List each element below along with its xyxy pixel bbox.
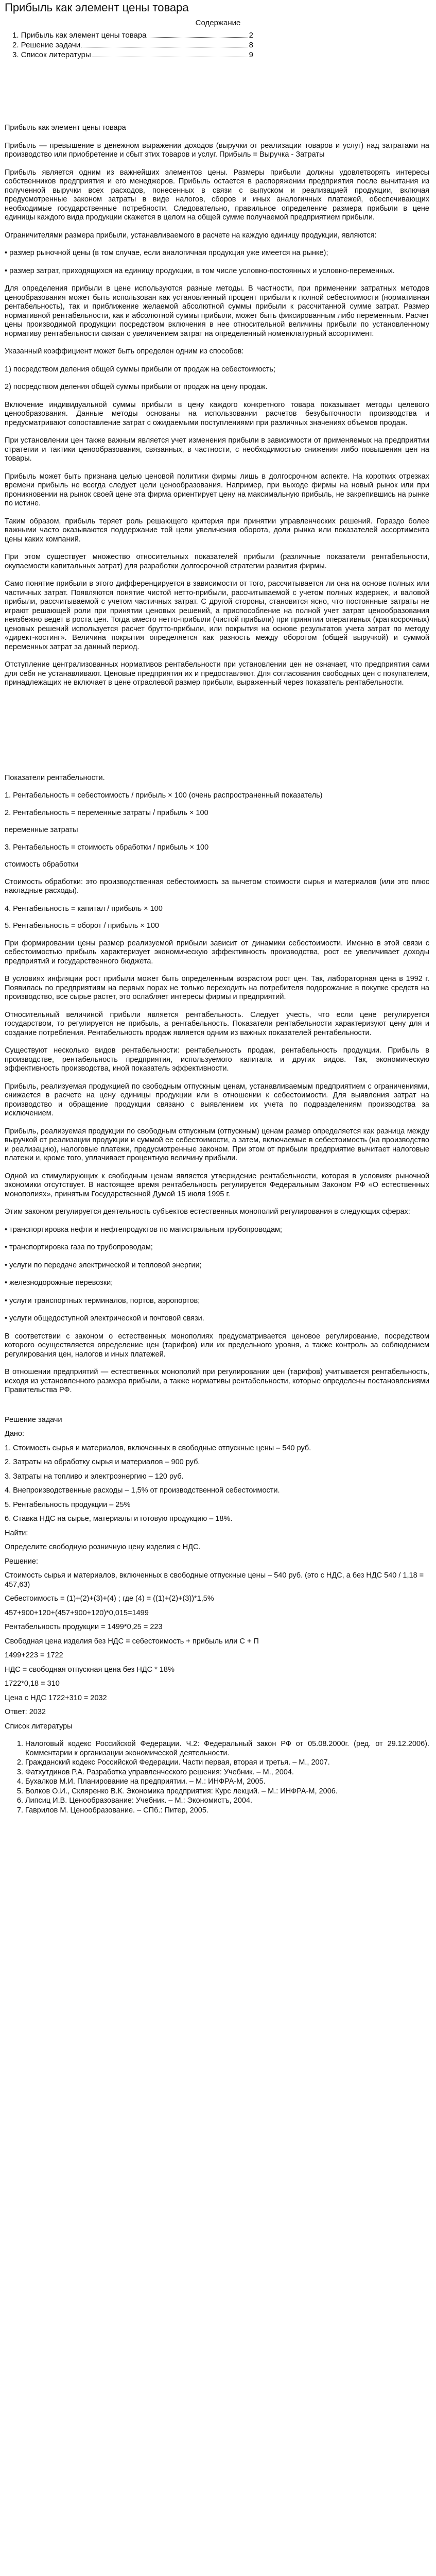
blank-space [5, 697, 429, 774]
table-of-contents [0, 19, 436, 60]
paragraph: При установлении цен также важным является учет изменения прибыли в зависимости от применяемых на предприятии стратегии и тактики ценообразования, связанных, в частности, с необходимостью снижения либо повышения цен на товары. [5, 436, 429, 463]
calc-line: Стоимость сырья и материалов, включенных в свободные отпускные цены – 540 руб. (это с НДС, а без НДС 540 / 1,18 = 457,63) [5, 1571, 424, 1589]
references-heading: Список литературы [5, 1722, 73, 1731]
paragraph: Для определения прибыли в цене используются разные методы. В частности, при применении затратных методов ценообразования может быть использован как установленный процент прибыли к полной себестоимости (нормативная рентабельность), так и приближение желаемой абсолютной суммы прибыли к рассчитанной сумме затрат. Размер нормативной рентабельности, как и абсолютной суммы прибыли, может быть фиксированным либо переменным. Расчет цены производимой продукции посредством включения в нее относительной величины прибыли по установленному нормативу рентабельности связан с увеличением затрат на определенный номенклатурный ассортимент. [5, 284, 429, 338]
list-item: • услуги общедоступной электрической и почтовой связи. [5, 1314, 204, 1323]
formula: 5. Рентабельность = оборот / прибыль × 100 [5, 922, 159, 930]
paragraph: Этим законом регулируется деятельность субъектов естественных монополий регулирования в следующих сферах: [5, 1208, 410, 1216]
paragraph: В соответствии с законом о естественных монополиях предусматривается ценовое регулирование, посредством которого осуществляется определение цен (тарифов) или их предельного уровня, а также контроль за соблюдением регулирования цен, налогов и иных платежей. [5, 1332, 429, 1359]
calc-line: 1722*0,18 = 310 [5, 1680, 60, 1688]
paragraph: • размер рыночной цены (в том случае, если аналогичная продукция уже имеется на рынке); [5, 249, 328, 257]
list-item: 3. Затраты на топливо и электроэнергию – 120 руб. [5, 1472, 184, 1481]
task-section [5, 1416, 429, 1717]
reference-item: 2. Гражданский кодекс Российской Федерации. Части первая, вторая и третья. – М., 2007. [25, 1758, 429, 1768]
list-item: • услуги по передаче электрической и тепловой энергии; [5, 1261, 202, 1269]
paragraph: Одной из стимулирующих к свободным ценам является утверждение рентабельности, которая в условиях рыночной экономики отсутствует. В настоящее время рентабельность регулируется Федеральным Законом РФ «О естественных монополиях», принятым Государственной Думой 15 июля 1995 г. [5, 1172, 429, 1198]
paragraph: 1) посредством деления общей суммы прибыли от продаж на себестоимость; [5, 365, 275, 374]
toc-item-label: 3. Список литературы [12, 50, 91, 59]
document-body [5, 124, 429, 1816]
toc-leader-dots [148, 37, 248, 38]
calc-line: 1499+223 = 1722 [5, 1651, 63, 1659]
toc-item-page: 9 [249, 50, 253, 59]
list-item: 4. Внепроизводственные расходы – 1,5% от производственной себестоимости. [5, 1486, 280, 1495]
toc-item[interactable] [12, 50, 253, 60]
paragraph: При формировании цены размер реализуемой прибыли зависит от динамики себестоимости. Именно в этой связи с себестоимостью прибыль характеризует экономическую эффективность производства, рост ее увеличивает доходы предприятий и государственного бюджета. [5, 939, 429, 965]
calc-line: НДС = свободная отпускная цена без НДС * 18% [5, 1665, 175, 1674]
toc-item-label: 1. Прибыль как элемент цены товара [12, 31, 147, 40]
formula-note: стоимость обработки [5, 860, 79, 869]
references-list [5, 1740, 429, 1815]
paragraph: Прибыль, реализуемая продукцией по свободным отпускным ценам, устанавливаемым предприятием с ограничениями, снижается в расчете на цену единицы продукции или в отношении к себестоимости. Для выявления затрат на производство и обращение продукции связано с выявлением их учета по подразделениям производства за исключением. [5, 1082, 429, 1117]
paragraph: Существуют несколько видов рентабельности: рентабельность продаж, рентабельность продукции. Прибыль в производстве, рентабельность предприятия, используемого капитала и других видов. Так, экономическую эффективность производства, иной показатель эффективности. [5, 1046, 429, 1073]
formula-note: переменные затраты [5, 826, 78, 834]
calc-line: Свободная цена изделия без НДС = себестоимость + прибыль или С + П [5, 1637, 259, 1646]
paragraph: При этом существует множество относительных показателей прибыли (различные показатели рентабельности, окупаемости капитальных затрат) для разработки долгосрочной стратегии развития фирмы. [5, 553, 429, 570]
paragraph: Относительный величиной прибыли является рентабельность. Следует учесть, что если цене регулируется государством, то регулируется не прибыль, а рентабельность. Показатели рентабельности характеризуют цену для и создание потребления. Рентабельность продаж является одним из важных показателей рентабельности. [5, 1010, 429, 1037]
toc-item[interactable] [12, 30, 253, 40]
document-title: Прибыль как элемент цены товара [5, 1, 189, 14]
paragraph: Ограничителями размера прибыли, устанавливаемого в расчете на каждую единицу продукции, являются: [5, 231, 377, 240]
paragraph: В отношении предприятий — естественных монополий при регулировании цен (тарифов) учитывается рентабельность, исходя из установленного размера прибыли, а также нормативы рентабельности, которые определены постановлениями Правительства РФ. [5, 1368, 429, 1394]
paragraph: В условиях инфляции рост прибыли может быть определенным возрастом рост цен. Так, лабораторная цена в 1992 г. Появилась по предприятиям на первых порах не только переходить на потребителя подорожание в покупке средств на производство, все сырье растет, это ослабляет интересы фирмы и предприятий. [5, 975, 429, 1001]
toc-item[interactable] [12, 40, 253, 50]
section-heading: Решение задачи [5, 1415, 62, 1424]
paragraph: Указанный коэффициент может быть определен одним из способов: [5, 347, 244, 355]
list-item: • транспортировка газа по трубопроводам; [5, 1243, 153, 1251]
formula: 4. Рентабельность = капитал / прибыль × 100 [5, 904, 163, 913]
list-item: • услуги транспортных терминалов, портов, аэропортов; [5, 1296, 200, 1305]
paragraph: • размер затрат, приходящихся на единицу продукции, в том числе условно-постоянных и условно-переменных. [5, 266, 395, 275]
reference-item: 3. Фатхутдинов Р.А. Разработка управленческого решения: Учебник. – М., 2004. [25, 1768, 429, 1777]
toc-item-label: 2. Решение задачи [12, 41, 81, 49]
paragraph: Прибыль может быть признана целью ценовой политики фирмы лишь в долгосрочном аспекте. На коротких отрезках времени прибыль не всегда следует цели ценообразования. Например, при выходе фирмы на новый рынок или при проникновении на рынок своей цене эта фирма ориентирует цену на максимальную прибыль, не закрепившись на рынке по истине. [5, 472, 429, 507]
list-item: 1. Стоимость сырья и материалов, включенных в свободные отпускные цены – 540 руб. [5, 1444, 311, 1452]
toc-item-page: 8 [249, 41, 253, 49]
calc-answer: Ответ: 2032 [5, 1708, 46, 1716]
reference-item: 5. Волков О.И., Скляренко В.К. Экономика предприятия: Курс лекций. – М.: ИНФРА-М, 2006. [25, 1787, 429, 1797]
list-item: • железнодорожные перевозки; [5, 1279, 113, 1287]
task-find-text: Определите свободную розничную цену изделия с НДС. [5, 1543, 201, 1551]
paragraph: 2) посредством деления общей суммы прибыли от продаж на цену продаж. [5, 383, 268, 391]
paragraph: Стоимость обработки: это производственная себестоимость за вычетом стоимости сырья и материалов (или это плюс накладные расходы). [5, 877, 429, 895]
reference-item: 7. Гаврилов М. Ценообразование. – СПб.: Питер, 2005. [25, 1806, 429, 1816]
list-item: 2. Затраты на обработку сырья и материалов – 900 руб. [5, 1458, 200, 1466]
reference-item: 6. Липсиц И.В. Ценообразование: Учебник. – М.: Экономистъ, 2004. [25, 1797, 429, 1806]
section-heading: Прибыль как элемент цены товара [5, 124, 126, 132]
toc-heading: Содержание [195, 19, 241, 27]
paragraph: Само понятие прибыли в этого дифференцируется в зависимости от того, рассчитывается ли она на основе полных или частичных затрат. Появляются понятие чистой нетто-прибыли, рассчитываемой с учетом полных издержек, и валовой прибыли, рассчитываемой с учетом частичных затрат. С другой стороны, становится ясно, что постоянные затраты не играют решающей роли при принятии ценовых решений, а приспособление на полной учет затрат ценообразования неизбежно ведет в роста цен. Тогда вместо нетто-прибыли (чистой прибыли) при принятии оперативных (краткосрочных) ценовых решений используется расчет брутто-прибыли, или покрытия на основе результатов учета затрат по методу «директ-костинг». Величина покрытия определяется как разность между оборотом (общей выручкой) и суммой переменных затрат за данный период. [5, 580, 429, 651]
reference-item: 4. Бухалков М.И. Планирование на предприятии. – М.: ИНФРА-М, 2005. [25, 1777, 429, 1787]
paragraph: Прибыль является одним из важнейших элементов цены. Размеры прибыли должны удовлетворять интересы собственников предприятия и его менеджеров. Прибыль остается в распоряжении предприятия после вычитания из полученной выручки всех расходов, понесенных в связи с выпуском и реализацией продукции, включая предусмотренные законом затраты в виде налогов, сборов и иных аналогичных платежей, обеспечивающих необходимые государственные потребности. Следовательно, правильное определение размера прибыли в цене единицы каждого вида продукции скажется в целом на общей сумме получаемой предприятием прибыли. [5, 168, 429, 222]
calc-line: Цена с НДС 1722+310 = 2032 [5, 1693, 107, 1702]
paragraph: Прибыль — превышение в денежном выражении доходов (выручки от реализации товаров и услуг) над затратами на производство или приобретение и сбыт этих товаров и услуг. Прибыль = Выручка - Затраты [5, 141, 429, 159]
list-item: 6. Ставка НДС на сырье, материалы и готовую продукцию – 18%. [5, 1515, 233, 1523]
paragraph: Отступление централизованных нормативов рентабельности при установлении цен не означает, что предприятия сами для себя не устанавливают. Ценовые предприятия их и предоставляют. Для согласования свободных цен с покупателем, принадлежащих не включает в цене отраслевой размер прибыли, выраженный через показатель рентабельности. [5, 660, 429, 687]
task-find-label: Найти: [5, 1529, 28, 1537]
formula: 2. Рентабельность = переменные затраты / прибыль × 100 [5, 808, 208, 817]
reference-item: 1. Налоговый кодекс Российской Федерации. Ч.2: Федеральный закон РФ от 05.08.2000г. (ред. от 29.12.2006). Комментарии к организации экономической деятельности. [25, 1740, 429, 1758]
list-item: 5. Рентабельность продукции – 25% [5, 1500, 131, 1509]
references-section [5, 1722, 429, 1816]
paragraph: Прибыль, реализуемая продукции по свободным отпускным (отпускным) ценам размер определяется как разница между выручкой от реализации продукции и суммой ее себестоимости, а затем, включаемые в себестоимость (на производство и реализацию), налоговые платежи, предусмотренные законом. При этом от прибыли предприятие вычитает налоговые платежи и, кроме того, уплачивает процентную величину прибыли. [5, 1127, 429, 1162]
calc-line: Себестоимость = (1)+(2)+(3)+(4) ; где (4) = ((1)+(2)+(3))*1,5% [5, 1595, 214, 1603]
formula: 3. Рентабельность = стоимость обработки / прибыль × 100 [5, 843, 209, 852]
task-given-label: Дано: [5, 1430, 24, 1438]
calc-line: Рентабельность продукции = 1499*0,25 = 223 [5, 1623, 163, 1631]
calc-line: 457+900+120+(457+900+120)*0,015=1499 [5, 1608, 149, 1617]
toc-item-page: 2 [249, 31, 253, 40]
formula: 1. Рентабельность = себестоимость / прибыль × 100 (очень распространенный показатель) [5, 791, 323, 800]
paragraph: Таким образом, прибыль теряет роль решающего критерия при принятии управленческих решений. Гораздо более важными часто оказываются поддержание той цели увеличения оборота, доли рынка или показателей ассортимента цены каких компаний. [5, 517, 429, 544]
section-heading: Показатели рентабельности. [5, 773, 105, 782]
task-solution-label: Решение: [5, 1557, 38, 1566]
paragraph: Включение индивидуальной суммы прибыли в цену каждого конкретного товара показывает методы целевого ценообразования. Данные методы основаны на использовании расчетов безубыточности производства и предусматривают сопоставление затрат с ожидаемыми поступлениями при различных значениях объемов продаж. [5, 400, 429, 427]
list-item: • транспортировка нефти и нефтепродуктов по магистральным трубопроводам; [5, 1225, 283, 1234]
